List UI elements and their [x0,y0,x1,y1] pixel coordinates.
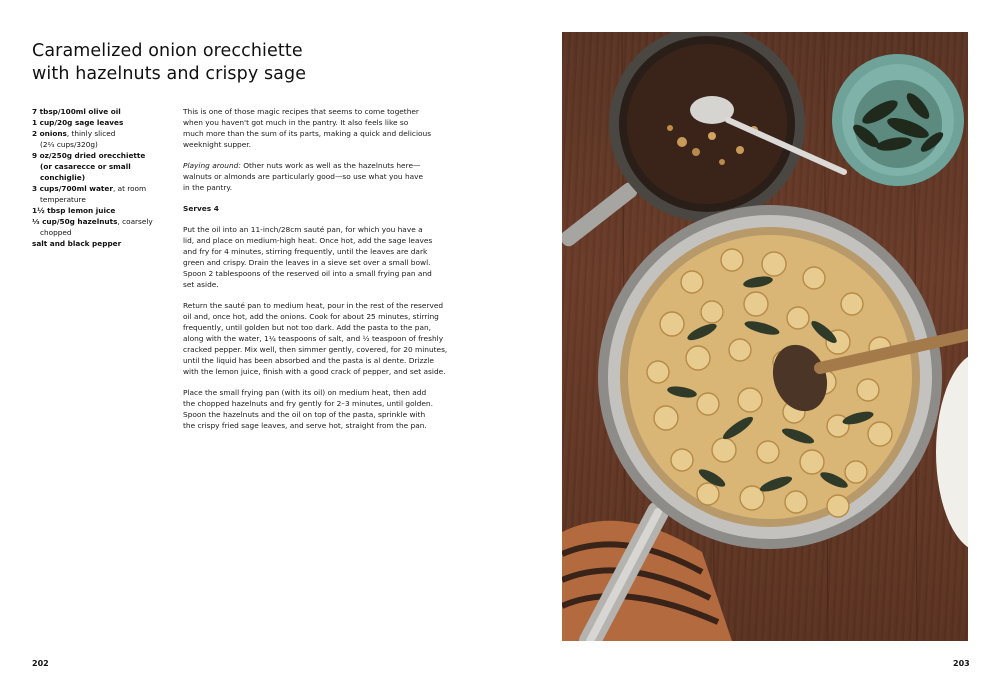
recipe-title-line-1: Caramelized onion orecchiette [32,41,303,61]
intro-paragraph [183,106,455,150]
ingredient-name: 2 onions [32,129,67,138]
ingredient-line [32,117,172,128]
playing-around-paragraph [183,160,455,193]
text-line: much more than the sum of its parts, making a quick and delicious [183,129,432,138]
ingredient-name: 7 tbsp/100ml olive oil [32,107,121,116]
ingredient-line [32,227,172,238]
step-1-paragraph [183,224,455,290]
text-line [183,160,455,171]
text-line: walnuts or almonds are particularly good—so use what you have [183,172,424,181]
page-number-right: 203 [953,659,970,668]
ingredient-name: salt and black pepper [32,239,122,248]
recipe-title-line-2: with hazelnuts and crispy sage [32,64,307,84]
ingredient-line [32,183,172,194]
text-line: the chopped hazelnuts and fry gently for 2–3 minutes, until golden. [183,399,433,408]
serves-label: Serves 4 [183,204,219,213]
ingredient-name: 9 oz/250g dried orecchiette [32,151,146,160]
ingredient-note: temperature [40,195,86,204]
ingredient-line [32,194,172,205]
sage-bowl [832,54,964,186]
ingredient-line [32,216,172,227]
playing-around-text: Other nuts work as well as the hazelnuts here— [240,161,421,170]
text-line: cracked pepper. Mix well, then simmer gently, covered, for 20 minutes, [183,345,448,354]
ingredient-name: 3 cups/700ml water [32,184,113,193]
text-line: with the lemon juice, finish with a good crack of pepper, and set aside. [183,367,446,376]
text-line: along with the water, 1¼ teaspoons of salt, and ½ teaspoon of freshly [183,334,444,343]
ingredient-note: (2⅔ cups/320g) [40,140,98,149]
ingredient-line [32,139,172,150]
text-line: Spoon the hazelnuts and the oil on top of the pasta, sprinkle with [183,410,426,419]
ingredient-note: chopped [40,228,72,237]
playing-around-label: Playing around: [183,161,241,170]
ingredient-line [32,205,172,216]
ingredient-name: 1½ tbsp lemon juice [32,206,116,215]
ingredient-line [32,106,172,117]
ingredient-line [32,128,172,139]
page-number-left: 202 [32,659,49,668]
text-line: the crispy fried sage leaves, and serve hot, straight from the pan. [183,421,427,430]
text-line: This is one of those magic recipes that seems to come together [183,107,419,116]
ingredient-note: , thinly sliced [66,129,116,138]
text-line: Put the oil into an 11-inch/28cm sauté pan, for which you have a [183,225,423,234]
recipe-photo [562,32,968,641]
step-3-paragraph [183,387,455,431]
text-line: weeknight supper. [183,140,251,149]
ingredient-name: ⅓ cup/50g hazelnuts [32,217,118,226]
ingredient-line [32,161,172,183]
step-2-paragraph [183,300,455,377]
text-line: in the pantry. [183,183,233,192]
text-line: until the liquid has been absorbed and the pasta is al dente. Drizzle [183,356,434,365]
text-line: Place the small frying pan (with its oil) on medium heat, then add [183,388,427,397]
method-text [183,106,455,441]
text-line: set aside. [183,280,219,289]
ingredient-name: (or casarecce or small conchiglie) [40,162,131,182]
text-line: green and crispy. Drain the leaves in a sieve set over a small bowl. [183,258,431,267]
recipe-title [32,40,392,86]
ingredient-line [32,238,172,249]
text-line: Spoon 2 tablespoons of the reserved oil into a small frying pan and [183,269,432,278]
text-line: lid, and place on medium-high heat. Once hot, add the sage leaves [183,236,433,245]
text-line: frequently, until golden but not too dark. Add the pasta to the pan, [183,323,432,332]
text-line: when you haven't got much in the pantry. It also feels like so [183,118,409,127]
ingredient-note: , at room [112,184,147,193]
text-line: and fry for 4 minutes, stirring frequently, until the leaves are dark [183,247,428,256]
ingredient-name: 1 cup/20g sage leaves [32,118,124,127]
recipe-photo-illustration [562,32,968,641]
ingredients-list [32,106,172,249]
text-line: Return the sauté pan to medium heat, pour in the rest of the reserved [183,301,444,310]
ingredient-note: , coarsely [117,217,153,226]
ingredient-line [32,150,172,161]
text-line: oil and, once hot, add the onions. Cook for about 25 minutes, stirring [183,312,439,321]
